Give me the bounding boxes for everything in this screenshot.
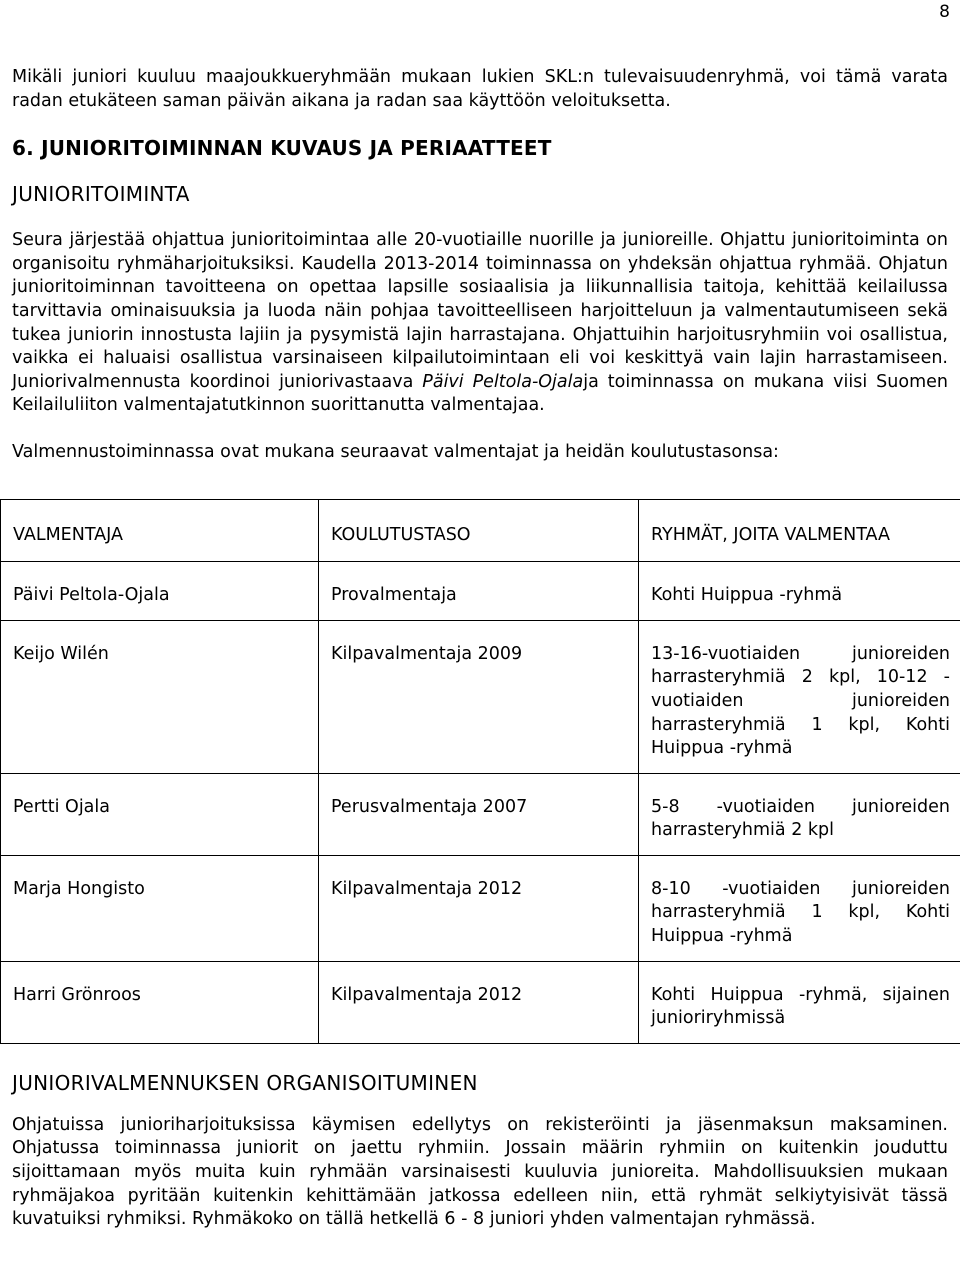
table-header-row (1, 499, 960, 562)
table-row (1, 855, 960, 961)
coach-groups: 5-8 -vuotiaiden junioreiden harrasteryhmiä 2 kpl (639, 773, 960, 855)
body-text-part2: ja toiminnassa on mukana viisi Suomen Keilailuliiton valmentajatutkinnon suorittanutta valmentajaa. (12, 371, 948, 416)
coach-groups: 8-10 -vuotiaiden junioreiden harrasteryhmiä 1 kpl, Kohti Huippua -ryhmä (639, 855, 960, 961)
coach-groups: Kohti Huippua -ryhmä (639, 562, 960, 621)
intro-paragraph: Mikäli juniori kuuluu maajoukkueryhmään mukaan lukien SKL:n tulevaisuudenryhmä, voi tämä varata radan etukäteen saman päivän aikana ja radan saa käyttöön veloituksetta. (12, 67, 948, 111)
document-page (12, 66, 948, 1232)
coach-name: Päivi Peltola-Ojala (1, 562, 319, 621)
table-row (1, 562, 960, 621)
coach-name: Keijo Wilén (1, 620, 319, 773)
header-valmentaja: VALMENTAJA (1, 499, 319, 562)
coach-level: Perusvalmentaja 2007 (319, 773, 639, 855)
section-heading: 6. JUNIORITOIMINNAN KUVAUS JA PERIAATTEET (12, 136, 552, 161)
table-row (1, 961, 960, 1043)
coach-name: Harri Grönroos (1, 961, 319, 1043)
body-text-part1: Seura järjestää ohjattua junioritoimintaa alle 20-vuotiaille nuorille ja junioreille. Ohjattu junioritoiminta on organisoitu ryhmäharjoituksiksi. Kaudella 2013-2014 toiminnassa on yhdeksän ohjattua ryhmää. Ohjatun junioritoiminnan tavoitteena on opettaa lapsille sosiaalisia ja liikunnallisia taitoja, kehittää keilailussa tarvittavia ominaisuuksia ja luoda näin pohjaa tavoitteelliseen harjoitteluun ja valmentautumiseen sekä tukea juniorin innostusta lajiin ja pysymistä lajin harrastajana. Ohjattuihin harjoitusryhmiin voi osallistua, vaikka ei haluaisi osallistua varsinaiseen kilpailutoimintaan eli voi keskittyä vain lajin harrastamiseen. Juniorivalmennusta koordinoi juniorivastaava (12, 230, 948, 392)
table-lead: Valmennustoiminnassa ovat mukana seuraavat valmentajat ja heidän koulutustasonsa: (12, 441, 779, 462)
org-paragraph: Ohjatuissa junioriharjoituksissa käymisen edellytys on rekisteröinti ja jäsenmaksun maksaminen. Ohjatussa toiminnassa juniorit on jaettu ryhmiin. Jossain määrin ryhmiin on kuitenkin jouduttu sijoittamaan myös muita kuin ryhmään varsinaisesti kuuluvia junioreita. Mahdollisuuksien mukaan ryhmäjakoa pyritään kuitenkin kehittämään jatkossa edelleen niin, että ryhmät selkiytyisivät tässä kuvatuiksi ryhmiksi. Ryhmäkoko on tällä hetkellä 6 - 8 juniori yhden valmentajan ryhmässä. (12, 1114, 948, 1230)
coach-name: Marja Hongisto (1, 855, 319, 961)
coordinator-name: Päivi Peltola-Ojala (422, 371, 584, 392)
org-heading: JUNIORIVALMENNUKSEN ORGANISOITUMINEN (12, 1070, 478, 1095)
coach-name: Pertti Ojala (1, 773, 319, 855)
coach-groups: 13-16-vuotiaiden junioreiden harrasteryhmiä 2 kpl, 10-12 -vuotiaiden junioreiden harrasteryhmiä 1 kpl, Kohti Huippua -ryhmä (639, 620, 960, 773)
page-number: 8 (939, 2, 950, 22)
table-row (1, 620, 960, 773)
coaches-table (0, 499, 960, 1044)
coach-level: Kilpavalmentaja 2012 (319, 961, 639, 1043)
subheading-junioritoiminta: JUNIORITOIMINTA (12, 182, 190, 207)
coach-groups: Kohti Huippua -ryhmä, sijainen junioriryhmissä (639, 961, 960, 1043)
coach-level: Provalmentaja (319, 562, 639, 621)
coach-level: Kilpavalmentaja 2009 (319, 620, 639, 773)
body-paragraph (12, 229, 948, 418)
coach-level: Kilpavalmentaja 2012 (319, 855, 639, 961)
header-ryhmat: RYHMÄT, JOITA VALMENTAA (639, 499, 960, 562)
header-koulutustaso: KOULUTUSTASO (319, 499, 639, 562)
table-row (1, 773, 960, 855)
